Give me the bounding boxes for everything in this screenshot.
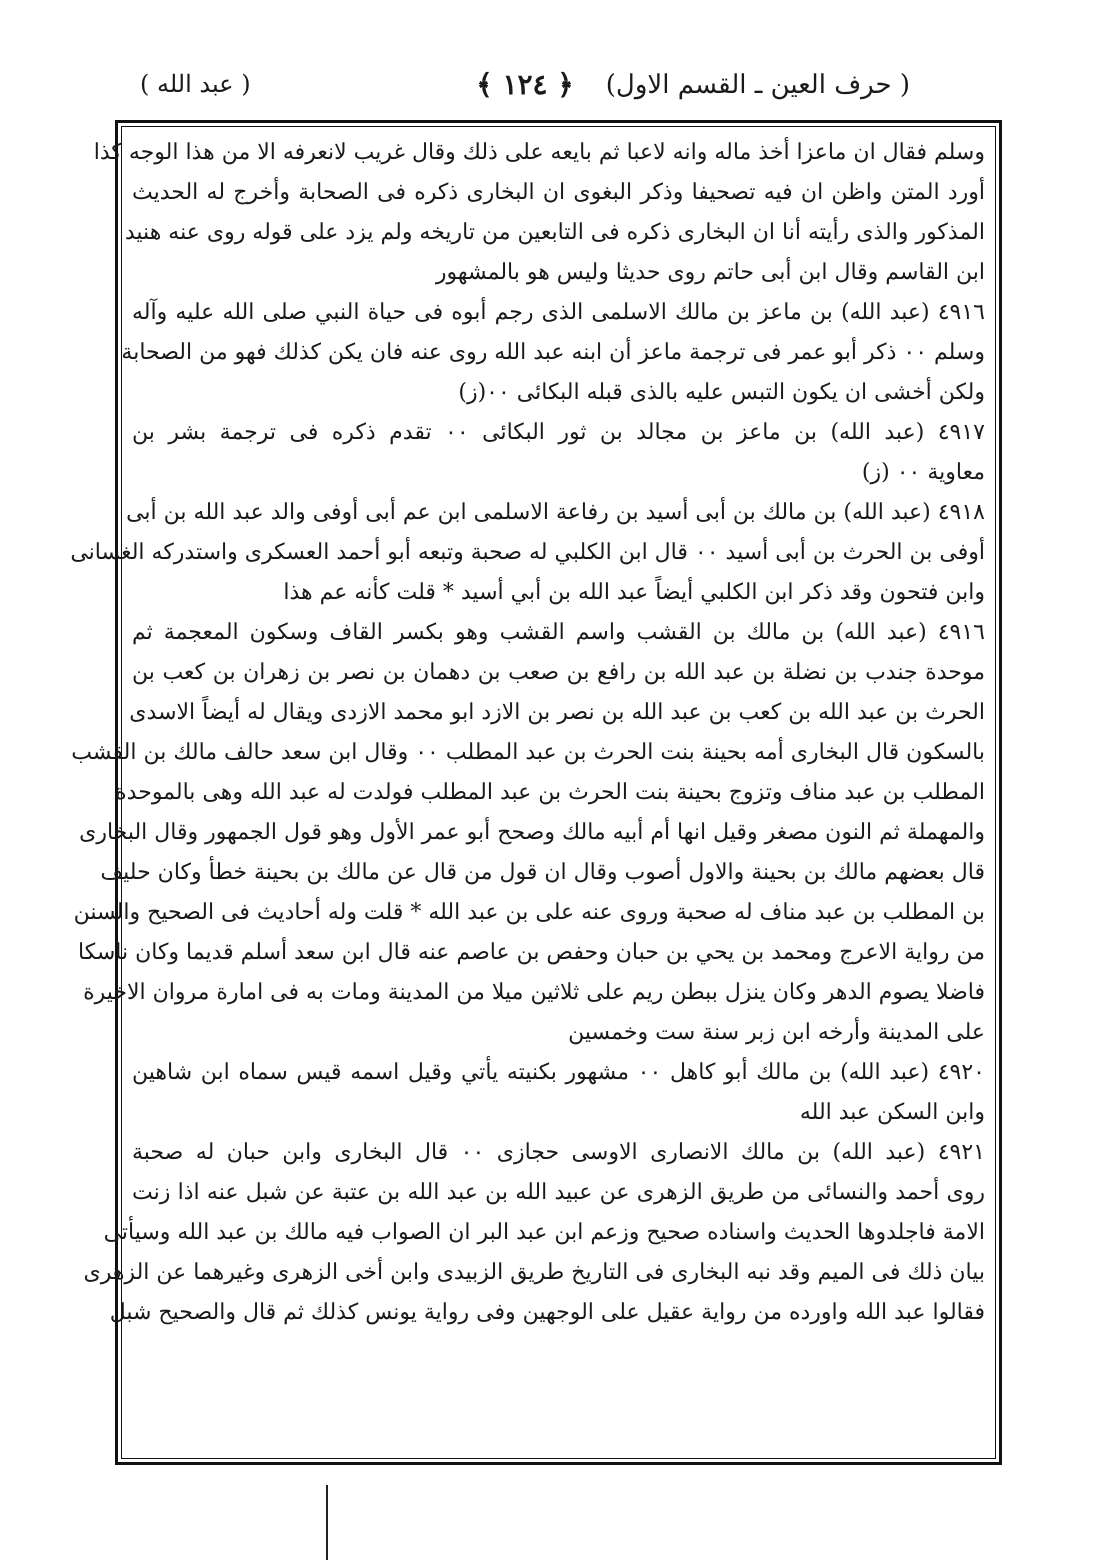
text-line: وابن السكن عبد الله xyxy=(799,1100,985,1125)
text-line: معاوية ٠٠ (ز) xyxy=(861,460,985,485)
text-line: من رواية الاعرج ومحمد بن يحي بن حبان وحفص بن عاصم عنه قال ابن سعد أسلم قديما وكان ناسكا xyxy=(77,940,985,965)
text-line: على المدينة وأرخه ابن زبر سنة ست وخمسين xyxy=(568,1020,985,1045)
entry-line-4920: ٤٩٢٠ (عبد الله) بن مالك أبو كاهل ٠٠ مشهور بكنيته يأتي وقيل اسمه قيس سماه ابن شاهين xyxy=(132,1060,985,1085)
scan-artifact-line xyxy=(326,1485,328,1560)
text-line: أوفى بن الحرث بن أبى أسيد ٠٠ قال ابن الكلبي له صحبة وتبعه أبو أحمد العسكرى واستدركه الغسانى xyxy=(70,540,985,565)
header-chapter-title: ( حرف العين ـ القسم الاول) xyxy=(605,70,910,100)
text-line: المذكور والذى رأيته أنا ان البخارى ذكره فى التابعين من تاريخه ولم يزد على قوله روى عنه هنيد xyxy=(124,220,985,245)
entry-line-4917: ٤٩١٧ (عبد الله) بن ماعز بن مجالد بن ثور البكائى ٠٠ تقدم ذكره فى ترجمة بشر بن xyxy=(132,420,985,445)
entry-line-4918: ٤٩١٨ (عبد الله) بن مالك بن أبى أسيد بن رفاعة الاسلمى ابن عم أبى أوفى والد عبد الله بن أبى xyxy=(126,500,985,525)
text-line: بالسكون قال البخارى أمه بحينة بنت الحرث بن عبد المطلب ٠٠ وقال ابن سعد حالف مالك بن القشب xyxy=(71,740,985,765)
text-line: ابن القاسم وقال ابن أبى حاتم روى حديثا وليس هو بالمشهور xyxy=(435,260,985,285)
text-line: ولكن أخشى ان يكون التبس عليه بالذى قبله البكائى ٠٠(ز) xyxy=(458,380,985,405)
entry-line-4916: ٤٩١٦ (عبد الله) بن ماعز بن مالك الاسلمى الذى رجم أبوه فى حياة النبي صلى الله عليه وآله xyxy=(132,300,985,325)
text-line: روى أحمد والنسائى من طريق الزهرى عن عبيد الله بن عبد الله بن عتبة عن شبل عنه اذا زنت xyxy=(132,1180,985,1205)
text-line: بيان ذلك فى الميم وقد نبه البخارى فى التاريخ طريق الزبيدى وابن أخى الزهرى وغيرهما عن الزهرى xyxy=(83,1260,985,1285)
entry-line-4921: ٤٩٢١ (عبد الله) بن مالك الانصارى الاوسى حجازى ٠٠ قال البخارى وابن حبان له صحبة xyxy=(132,1140,985,1165)
text-line: وسلم ٠٠ ذكر أبو عمر فى ترجمة ماعز أن ابنه عبد الله روى عنه فان يكن كذلك فهو من الصحابة xyxy=(121,340,985,365)
text-line: وسلم فقال ان ماعزا أخذ ماله وانه لاعبا ثم بايعه على ذلك وقال غريب لانعرفه الا من هذا الوجه كذا xyxy=(93,140,985,165)
text-line: الحرث بن عبد الله بن كعب بن عبد الله بن نصر بن الازد ابو محمد الازدى ويقال له أيضاً الاسدى xyxy=(129,700,985,725)
entry-line-4919: ٤٩١٦ (عبد الله) بن مالك بن القشب واسم القشب وهو بكسر القاف وسكون المعجمة ثم xyxy=(132,620,985,645)
page-body-text xyxy=(70,133,985,1333)
text-line: فقالوا عبد الله واورده من رواية عقيل على الوجهين وفى رواية يونس كذلك ثم قال والصحيح شبل xyxy=(109,1300,985,1325)
text-line: فاضلا يصوم الدهر وكان ينزل ببطن ريم على ثلاثين ميلا من المدينة ومات به فى امارة مروان الاخيرة xyxy=(83,980,985,1005)
text-line: المطلب بن عبد مناف وتزوج بحينة بنت الحرث بن عبد المطلب فولدت له عبد الله وهى بالموحدة xyxy=(115,780,985,805)
text-line: والمهملة ثم النون مصغر وقيل انها أم أبيه مالك وصحح أبو عمر الأول وهو قول الجمهور وقال البخارى xyxy=(79,820,985,845)
text-line: وابن فتحون وقد ذكر ابن الكلبي أيضاً عبد الله بن أبي أسيد * قلت كأنه عم هذا xyxy=(283,580,985,605)
text-line: أورد المتن واظن ان فيه تصحيفا وذكر البغوى ان البخارى ذكره فى الصحابة وأخرج له الحديث xyxy=(132,180,985,205)
text-line: موحدة جندب بن نضلة بن عبد الله بن رافع بن صعب بن دهمان بن نصر بن زهران بن كعب بن xyxy=(132,660,985,685)
page-number: ﴿ ١٢٤ ﴾ xyxy=(476,68,574,101)
text-line: قال بعضهم مالك بن بحينة والاول أصوب وقال ان قول من قال عن مالك بن بحينة خطأ وكان حليف xyxy=(100,860,985,885)
header-entry-name: ( عبد الله ) xyxy=(140,70,251,98)
text-line: الامة فاجلدوها الحديث واسناده صحيح وزعم ابن عبد البر ان الصواب فيه مالك بن عبد الله وسيأتى xyxy=(103,1220,985,1245)
page-header xyxy=(140,62,910,112)
text-line: بن المطلب بن عبد مناف له صحبة وروى عنه على بن عبد الله * قلت وله أحاديث فى الصحيح والسنن xyxy=(73,900,985,925)
